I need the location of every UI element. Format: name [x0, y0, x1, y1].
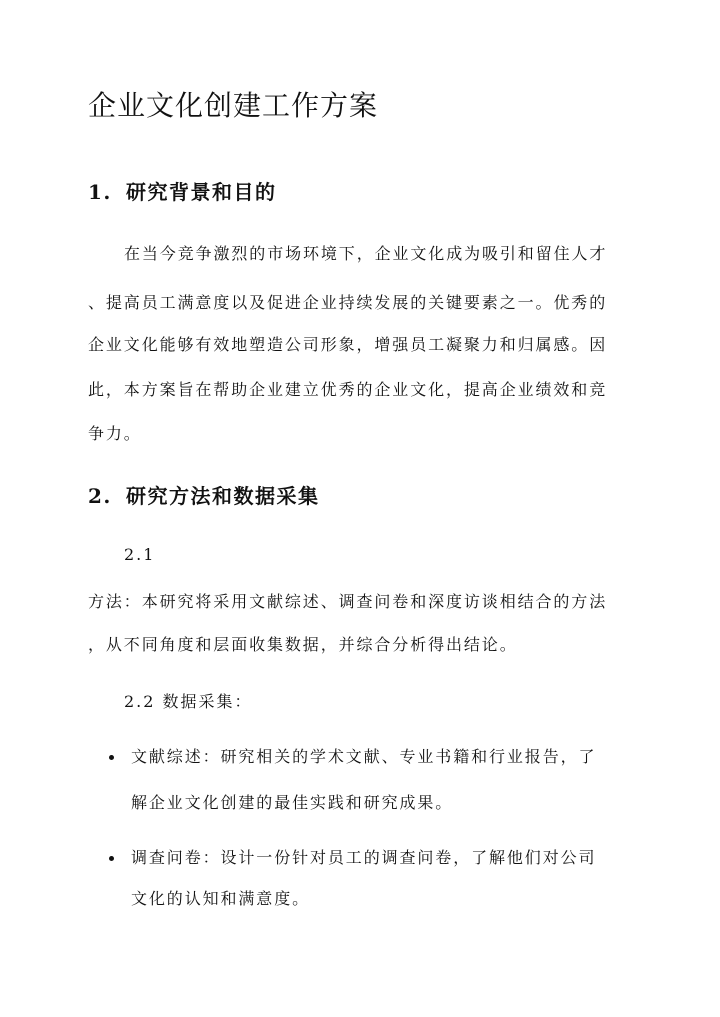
list-item-line: 文献综述：研究相关的学术文献、专业书籍和行业报告，了	[131, 747, 597, 766]
paragraph-line: 方法：本研究将采用文献综述、调查问卷和深度访谈相结合的方法	[88, 592, 608, 611]
list-item-line: 调查问卷：设计一份针对员工的调查问卷，了解他们对公司	[131, 848, 597, 867]
section-2-number: 2.	[88, 484, 112, 508]
section-2-heading	[88, 480, 320, 509]
subsection-2-1-label: 2.1	[124, 545, 156, 564]
paragraph-line: ，从不同角度和层面收集数据，并综合分析得出结论。	[88, 635, 518, 654]
list-item-line: 文化的认知和满意度。	[131, 889, 311, 908]
bullet-icon	[109, 755, 114, 760]
document-title: 企业文化创建工作方案	[88, 89, 379, 122]
section-1-title: 研究背景和目的	[126, 180, 277, 204]
subsection-2-2-label: 2.2 数据采集：	[124, 692, 253, 711]
paragraph-line: 、提高员工满意度以及促进企业持续发展的关键要素之一。优秀的	[88, 293, 608, 312]
section-1-heading	[88, 176, 277, 205]
section-1-number: 1.	[88, 180, 112, 204]
list-item-line: 解企业文化创建的最佳实践和研究成果。	[131, 793, 454, 812]
paragraph-line: 企业文化能够有效地塑造公司形象，增强员工凝聚力和归属感。因	[88, 335, 608, 354]
paragraph-line: 争力。	[88, 424, 142, 443]
paragraph-line: 在当今竞争激烈的市场环境下，企业文化成为吸引和留住人才	[124, 244, 608, 263]
section-2-title: 研究方法和数据采集	[126, 484, 320, 508]
paragraph-line: 此，本方案旨在帮助企业建立优秀的企业文化，提高企业绩效和竞	[88, 380, 608, 399]
bullet-icon	[109, 856, 114, 861]
